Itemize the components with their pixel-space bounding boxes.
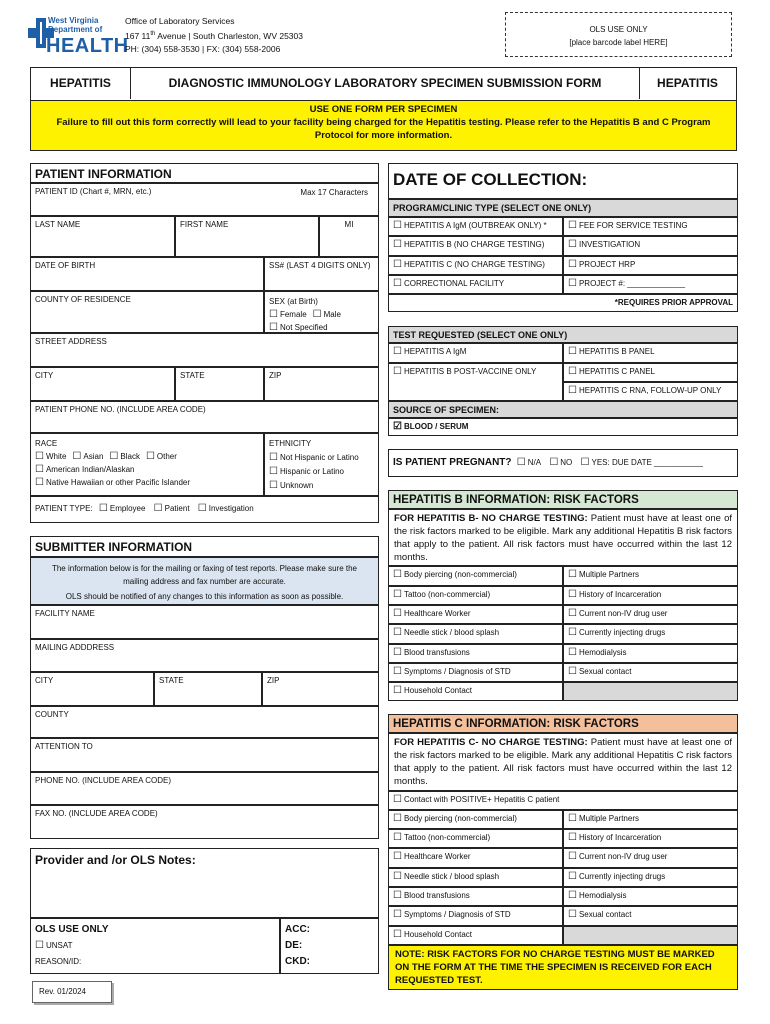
hep-b-r12[interactable] <box>563 663 738 682</box>
sub-zip-field[interactable] <box>262 672 379 706</box>
lab-phone: PH: (304) 558-3530 | FX: (304) 558-2006 <box>125 43 281 54</box>
sex-female-checkbox[interactable]: ☐ Female <box>269 308 307 321</box>
hep-b-r9[interactable] <box>388 644 563 663</box>
mailing-field[interactable] <box>30 639 379 672</box>
sub-county-field[interactable] <box>30 706 379 738</box>
revision-label: Rev. 01/2024 <box>32 981 112 1003</box>
logo <box>28 14 129 58</box>
state-field[interactable] <box>175 367 264 401</box>
submitter-heading: SUBMITTER INFORMATION <box>30 536 379 557</box>
reason-label: REASON/ID: <box>35 957 82 966</box>
city-field[interactable] <box>30 367 175 401</box>
last-name-label: LAST NAME <box>35 220 81 229</box>
ethnicity-label: ETHNICITY <box>269 439 312 448</box>
program-hrp-checkbox[interactable]: ☐ PROJECT HRP <box>568 260 635 269</box>
attention-field[interactable] <box>30 738 379 772</box>
hep-c-r2-checkbox[interactable]: ☐ Multiple Partners <box>568 814 639 823</box>
mi-field[interactable] <box>319 216 379 257</box>
sub-phone-label: PHONE NO. (INCLUDE AREA CODE) <box>35 776 172 785</box>
hep-c-intro-text: Patient must have at least one of the risk factors marked to be eligible. Mark any additional Hepatitis C risk factors that apply to the patient. All risk factors must have occurred within the last 12 months. <box>394 737 732 787</box>
hep-b-r13[interactable] <box>388 682 563 701</box>
lab-address <box>125 15 303 56</box>
hep-b-r8[interactable] <box>563 624 738 644</box>
hep-b-heading: HEPATITIS B INFORMATION: RISK FACTORS <box>388 490 738 509</box>
race-field <box>30 433 264 496</box>
hep-b-r4[interactable] <box>563 586 738 605</box>
submitter-info-line1: The information below is for the mailing or faxing of test reports. Please make sure the mailing address and fax number are accurate. <box>51 564 358 586</box>
eth-not-hispanic-checkbox[interactable]: ☐ Not Hispanic or Latino <box>269 453 359 462</box>
hep-c-r3-checkbox[interactable]: ☐ Tattoo (non-commercial) <box>393 833 490 842</box>
acc-label: ACC: <box>285 924 310 935</box>
ols-box <box>30 918 280 974</box>
hep-c-r9[interactable] <box>388 887 563 906</box>
hep-c-intro-bold: FOR HEPATITIS C- NO CHARGE TESTING: <box>394 737 588 748</box>
patient-heading: PATIENT INFORMATION <box>30 163 379 183</box>
sub-city-label: CITY <box>35 676 54 685</box>
hep-c-r4[interactable] <box>563 829 738 848</box>
hep-c-r1[interactable] <box>388 810 563 829</box>
ssn-label: SS# (LAST 4 DIGITS ONLY) <box>269 261 371 270</box>
source-blood-checkbox[interactable]: ☑ BLOOD / SERUM <box>393 422 468 431</box>
hep-b-r3[interactable] <box>388 586 563 605</box>
unsat-checkbox[interactable]: ☐ UNSAT <box>35 941 73 950</box>
collection-heading: DATE OF COLLECTION: <box>393 170 588 189</box>
sex-label: SEX (at Birth) <box>269 297 318 306</box>
attention-label: ATTENTION TO <box>35 742 93 751</box>
hep-b-r11-checkbox[interactable]: ☐ Symptoms / Diagnosis of STD <box>393 667 511 676</box>
ssn-field[interactable] <box>264 257 379 291</box>
program-footnote: *REQUIRES PRIOR APPROVAL <box>388 294 738 312</box>
hep-c-r13-checkbox[interactable]: ☐ Household Contact <box>393 930 472 939</box>
hep-b-r6[interactable] <box>563 605 738 624</box>
hep-b-r8-checkbox[interactable]: ☐ Currently injecting drugs <box>568 628 665 637</box>
type-patient-checkbox[interactable]: ☐ Patient <box>154 500 190 518</box>
program-hep-a[interactable] <box>388 217 563 236</box>
test-hep-a[interactable] <box>388 343 563 363</box>
eth-hispanic-checkbox[interactable]: ☐ Hispanic or Latino <box>269 467 344 476</box>
hep-c-r12-checkbox[interactable]: ☐ Sexual contact <box>568 910 631 919</box>
sub-fax-field[interactable] <box>30 805 379 839</box>
test-hep-b-panel-checkbox[interactable]: ☐ HEPATITIS B PANEL <box>568 347 655 356</box>
patient-type-field <box>30 496 379 523</box>
eth-unknown-checkbox[interactable]: ☐ Unknown <box>269 481 313 490</box>
ethnicity-field <box>264 433 379 496</box>
barcode-box <box>505 12 732 57</box>
race-label: RACE <box>35 439 58 448</box>
program-hep-b-checkbox[interactable]: ☐ HEPATITIS B (NO CHARGE TESTING) <box>393 240 544 249</box>
hep-b-intro-text: Patient must have at least one of the risk factors marked to be eligible. Mark any additional Hepatitis B risk factors that apply to the patient. All risk factors must have occurred within the last 12 months. <box>394 513 732 563</box>
hep-c-r6[interactable] <box>563 848 738 868</box>
facility-label: FACILITY NAME <box>35 609 95 618</box>
test-hep-b-post-checkbox[interactable]: ☐ HEPATITIS B POST-VACCINE ONLY <box>393 367 536 376</box>
hep-b-r4-checkbox[interactable]: ☐ History of Incarceration <box>568 590 661 599</box>
last-name-field[interactable] <box>30 216 175 257</box>
race-other-checkbox[interactable]: ☐ Other <box>146 450 177 463</box>
sub-city-field[interactable] <box>30 672 154 706</box>
facility-field[interactable] <box>30 605 379 639</box>
dob-field[interactable] <box>30 257 264 291</box>
program-project[interactable] <box>563 275 738 294</box>
de-label: DE: <box>285 940 303 951</box>
first-name-field[interactable] <box>175 216 319 257</box>
program-correctional[interactable] <box>388 275 563 294</box>
tests-heading: TEST REQUESTED (SELECT ONE ONLY) <box>388 326 738 343</box>
hep-b-r6-checkbox[interactable]: ☐ Current non-IV drug user <box>568 609 667 618</box>
program-hep-a-checkbox[interactable]: ☐ HEPATITIS A IgM (OUTBREAK ONLY) * <box>393 221 547 230</box>
hep-c-empty-cell <box>563 926 738 945</box>
hep-c-heading: HEPATITIS C INFORMATION: RISK FACTORS <box>388 714 738 733</box>
sub-county-label: COUNTY <box>35 710 69 719</box>
hep-c-r5-checkbox[interactable]: ☐ Healthcare Worker <box>393 852 471 861</box>
hep-c-r2[interactable] <box>563 810 738 829</box>
title-right: HEPATITIS <box>639 68 735 99</box>
logo-word: HEALTH <box>46 35 129 57</box>
type-employee-checkbox[interactable]: ☐ Employee <box>99 500 146 518</box>
title-left: HEPATITIS <box>31 68 131 99</box>
risk-factor-note: NOTE: RISK FACTORS FOR NO CHARGE TESTING MUST BE MARKED ON THE FORM AT THE TIME THE SPECIMEN IS RECEIVED FOR EACH REQUESTED TEST. <box>388 945 738 990</box>
sex-not-specified-checkbox[interactable]: ☐ Not Specified <box>269 321 328 334</box>
county-field[interactable] <box>30 291 264 333</box>
hep-c-r12[interactable] <box>563 906 738 926</box>
hep-c-r7[interactable] <box>388 868 563 887</box>
program-fee[interactable] <box>563 217 738 236</box>
hep-c-r10-checkbox[interactable]: ☐ Hemodialysis <box>568 891 627 900</box>
hep-b-r3-checkbox[interactable]: ☐ Tattoo (non-commercial) <box>393 590 490 599</box>
street-address-field[interactable] <box>30 333 379 367</box>
pregnant-na-checkbox[interactable]: ☐ N/A <box>517 453 541 473</box>
type-investigation-checkbox[interactable]: ☐ Investigation <box>198 500 254 518</box>
program-investigation-checkbox[interactable]: ☐ INVESTIGATION <box>568 240 640 249</box>
hep-b-r5[interactable] <box>388 605 563 624</box>
hep-b-r7-checkbox[interactable]: ☐ Needle stick / blood splash <box>393 628 499 637</box>
hep-c-r1-checkbox[interactable]: ☐ Body piercing (non-commercial) <box>393 814 517 823</box>
notice-line1: USE ONE FORM PER SPECIMEN <box>309 104 458 115</box>
program-investigation[interactable] <box>563 236 738 256</box>
program-hep-b[interactable] <box>388 236 563 256</box>
ols-codes <box>280 918 379 974</box>
hep-c-r13[interactable] <box>388 926 563 945</box>
state-label: STATE <box>180 371 205 380</box>
program-hrp[interactable] <box>563 256 738 275</box>
hep-b-r1[interactable] <box>388 566 563 586</box>
hep-c-r4-checkbox[interactable]: ☐ History of Incarceration <box>568 833 661 842</box>
test-hep-c-rna[interactable] <box>563 382 738 401</box>
mi-label: MI <box>344 220 354 229</box>
hep-c-r11[interactable] <box>388 906 563 926</box>
zip-field[interactable] <box>264 367 379 401</box>
source-heading: SOURCE OF SPECIMEN: <box>388 401 738 418</box>
hep-c-r7-checkbox[interactable]: ☐ Needle stick / blood splash <box>393 872 499 881</box>
pregnant-yes-checkbox[interactable]: ☐ YES: DUE DATE ___________ <box>581 453 703 473</box>
patient-type-label: PATIENT TYPE: <box>35 504 93 513</box>
sub-zip-label: ZIP <box>267 676 280 685</box>
hep-b-r9-checkbox[interactable]: ☐ Blood transfusions <box>393 648 470 657</box>
street-label: STREET ADDRESS <box>35 337 107 346</box>
hep-c-r3[interactable] <box>388 829 563 848</box>
program-hep-c-checkbox[interactable]: ☐ HEPATITIS C (NO CHARGE TESTING) <box>393 260 545 269</box>
hep-b-empty-cell <box>563 682 738 701</box>
logo-line1: West Virginia <box>48 16 99 25</box>
notice-line2: Failure to fill out this form correctly will lead to your facility being charged for the Hepatitis testing. Please refer to the Hepatitis B and C Program Protocol for more information. <box>56 117 711 141</box>
hep-b-r10[interactable] <box>563 644 738 663</box>
county-label: COUNTY OF RESIDENCE <box>35 295 131 304</box>
hep-b-r12-checkbox[interactable]: ☐ Sexual contact <box>568 667 631 676</box>
sub-fax-label: FAX NO. (INCLUDE AREA CODE) <box>35 809 158 818</box>
city-label: CITY <box>35 371 54 380</box>
program-hep-c[interactable] <box>388 256 563 275</box>
hep-b-r13-checkbox[interactable]: ☐ Household Contact <box>393 686 472 695</box>
race-black-checkbox[interactable]: ☐ Black <box>109 450 140 463</box>
sex-field <box>264 291 379 333</box>
test-hep-b-post[interactable] <box>388 363 563 401</box>
race-aian-checkbox[interactable]: ☐ American Indian/Alaskan <box>35 463 134 476</box>
logo-line2: Department of <box>48 25 103 34</box>
test-hep-c-panel-checkbox[interactable]: ☐ HEPATITIS C PANEL <box>568 367 655 376</box>
title-center: DIAGNOSTIC IMMUNOLOGY LABORATORY SPECIMEN SUBMISSION FORM <box>168 76 602 90</box>
hep-c-intro <box>388 733 738 791</box>
hep-b-intro-bold: FOR HEPATITIS B- NO CHARGE TESTING: <box>394 513 588 524</box>
street-address: 167 11th Avenue | South Charleston, WV 25303 <box>125 30 303 41</box>
hep-c-r6-checkbox[interactable]: ☐ Current non-IV drug user <box>568 852 667 861</box>
notes-box[interactable] <box>30 848 379 918</box>
hep-c-r10[interactable] <box>563 887 738 906</box>
hep-b-r5-checkbox[interactable]: ☐ Healthcare Worker <box>393 609 471 618</box>
notes-heading: Provider and /or OLS Notes: <box>35 853 196 867</box>
source-blood[interactable] <box>388 418 738 436</box>
test-hep-a-checkbox[interactable]: ☐ HEPATITIS A IgM <box>393 347 466 356</box>
hep-c-contact-checkbox[interactable]: ☐ Contact with POSITIVE+ Hepatitis C patient <box>393 795 559 804</box>
hep-c-r8-checkbox[interactable]: ☐ Currently injecting drugs <box>568 872 665 881</box>
patient-phone-label: PATIENT PHONE NO. (INCLUDE AREA CODE) <box>35 405 206 414</box>
mailing-label: MAILING ADDDRESS <box>35 643 115 652</box>
program-project-checkbox[interactable]: ☐ PROJECT #: _____________ <box>568 279 685 288</box>
office-name: Office of Laboratory Services <box>125 16 235 26</box>
hep-b-r11[interactable] <box>388 663 563 682</box>
collection-date-field[interactable] <box>388 163 738 199</box>
hep-c-contact[interactable] <box>388 791 738 810</box>
race-nhpi-checkbox[interactable]: ☐ Native Hawaiian or other Pacific Islander <box>35 476 190 489</box>
submitter-info-line2: OLS should be notified of any changes to this information as soon as possible. <box>65 592 344 601</box>
submitter-info <box>30 557 379 605</box>
notice-banner <box>30 101 737 151</box>
hep-b-r10-checkbox[interactable]: ☐ Hemodialysis <box>568 648 627 657</box>
ols-heading: OLS USE ONLY <box>35 924 109 935</box>
hep-b-intro <box>388 509 738 566</box>
race-asian-checkbox[interactable]: ☐ Asian <box>72 450 103 463</box>
test-hep-b-panel[interactable] <box>563 343 738 363</box>
sub-phone-field[interactable] <box>30 772 379 805</box>
sub-state-field[interactable] <box>154 672 262 706</box>
hep-b-r1-checkbox[interactable]: ☐ Body piercing (non-commercial) <box>393 570 517 579</box>
program-fee-checkbox[interactable]: ☐ FEE FOR SERVICE TESTING <box>568 221 688 230</box>
hep-b-r2[interactable] <box>563 566 738 586</box>
program-correctional-checkbox[interactable]: ☐ CORRECTIONAL FACILITY <box>393 279 504 288</box>
max-chars-label: Max 17 Characters <box>300 188 368 197</box>
patient-id-field[interactable] <box>30 183 379 216</box>
program-heading: PROGRAM/CLINIC TYPE (SELECT ONE ONLY) <box>388 199 738 217</box>
first-name-label: FIRST NAME <box>180 220 229 229</box>
sub-state-label: STATE <box>159 676 184 685</box>
pregnant-no-checkbox[interactable]: ☐ NO <box>549 453 572 473</box>
patient-phone-field[interactable] <box>30 401 379 433</box>
test-hep-c-rna-checkbox[interactable]: ☐ HEPATITIS C RNA, FOLLOW-UP ONLY <box>568 386 721 395</box>
test-hep-c-panel[interactable] <box>563 363 738 382</box>
dob-label: DATE OF BIRTH <box>35 261 96 270</box>
hep-b-r7[interactable] <box>388 624 563 644</box>
ckd-label: CKD: <box>285 956 310 967</box>
zip-label: ZIP <box>269 371 282 380</box>
hep-b-r2-checkbox[interactable]: ☐ Multiple Partners <box>568 570 639 579</box>
sex-male-checkbox[interactable]: ☐ Male <box>313 308 341 321</box>
hep-c-r8[interactable] <box>563 868 738 887</box>
barcode-placeholder: [place barcode label HERE] <box>569 38 668 47</box>
form-title-bar <box>30 67 737 101</box>
patient-id-label: PATIENT ID (Chart #, MRN, etc.) <box>35 187 152 196</box>
pregnancy-field <box>388 449 738 477</box>
hep-c-r11-checkbox[interactable]: ☐ Symptoms / Diagnosis of STD <box>393 910 511 919</box>
hep-c-r9-checkbox[interactable]: ☐ Blood transfusions <box>393 891 470 900</box>
race-white-checkbox[interactable]: ☐ White <box>35 450 66 463</box>
pregnancy-question: IS PATIENT PREGNANT? <box>393 457 512 468</box>
hep-c-r5[interactable] <box>388 848 563 868</box>
barcode-ols-label: OLS USE ONLY <box>589 25 648 34</box>
